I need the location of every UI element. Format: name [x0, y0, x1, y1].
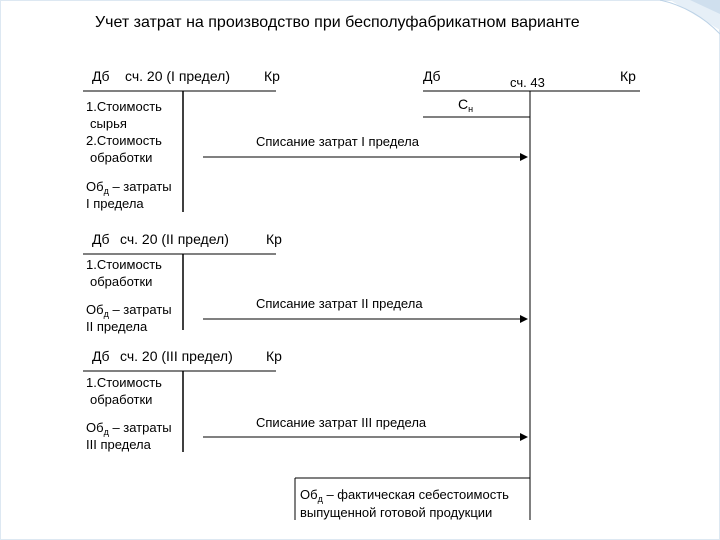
transfer-stage2-label: Списание затрат II предела	[256, 296, 423, 311]
stage1-item1-line2: сырья	[90, 116, 127, 131]
acc43-debit: Дб	[423, 68, 441, 84]
stage1-turnover-line1: $Об_д$ – затраты	[86, 179, 172, 196]
stage2-item1-line2: обработки	[90, 274, 153, 289]
stage3-item1-line1: 1.Стоимость	[86, 375, 162, 390]
acc20-stage1-title: сч. 20 (I предел)	[125, 68, 230, 84]
stage1-turnover-line2: I предела	[86, 196, 144, 211]
acc43-title: сч. 43	[510, 75, 545, 90]
stage3-turnover-line1: $Об_д$ – затраты	[86, 420, 172, 437]
acc20-stage3-title: сч. 20 (III предел)	[120, 348, 233, 364]
stage2-turnover-line2: II предела	[86, 319, 148, 334]
acc20-stage3-debit: Дб	[92, 348, 110, 364]
stage2-turnover-line1: $Об_д$ – затраты	[86, 302, 172, 319]
stage3-turnover-line2: III предела	[86, 437, 151, 452]
result-line1: $Об_д$ – фактическая себестоимость	[300, 487, 509, 504]
acc43-opening-balance: $С_н$	[458, 96, 474, 114]
acc20-stage1-debit: Дб	[92, 68, 110, 84]
acc20-stage1-credit: Кр	[264, 68, 280, 84]
acc43-credit: Кр	[620, 68, 636, 84]
transfer-stage1-label: Списание затрат I предела	[256, 134, 419, 149]
stage3-item1-line2: обработки	[90, 392, 153, 407]
stage2-item1-line1: 1.Стоимость	[86, 257, 162, 272]
stage1-item1-line1: 1.Стоимость	[86, 99, 162, 114]
result-line2: выпущенной готовой продукции	[300, 505, 493, 520]
acc20-stage2-title: сч. 20 (II предел)	[120, 231, 229, 247]
acc20-stage2-debit: Дб	[92, 231, 110, 247]
page-title: Учет затрат на производство при бесполуфабрикатном варианте	[95, 14, 580, 31]
acc20-stage3-credit: Кр	[266, 348, 282, 364]
stage1-item2-line1: 2.Стоимость	[86, 133, 162, 148]
stage1-item2-line2: обработки	[90, 150, 153, 165]
transfer-stage3-label: Списание затрат III предела	[256, 415, 427, 430]
acc20-stage2-credit: Кр	[266, 231, 282, 247]
